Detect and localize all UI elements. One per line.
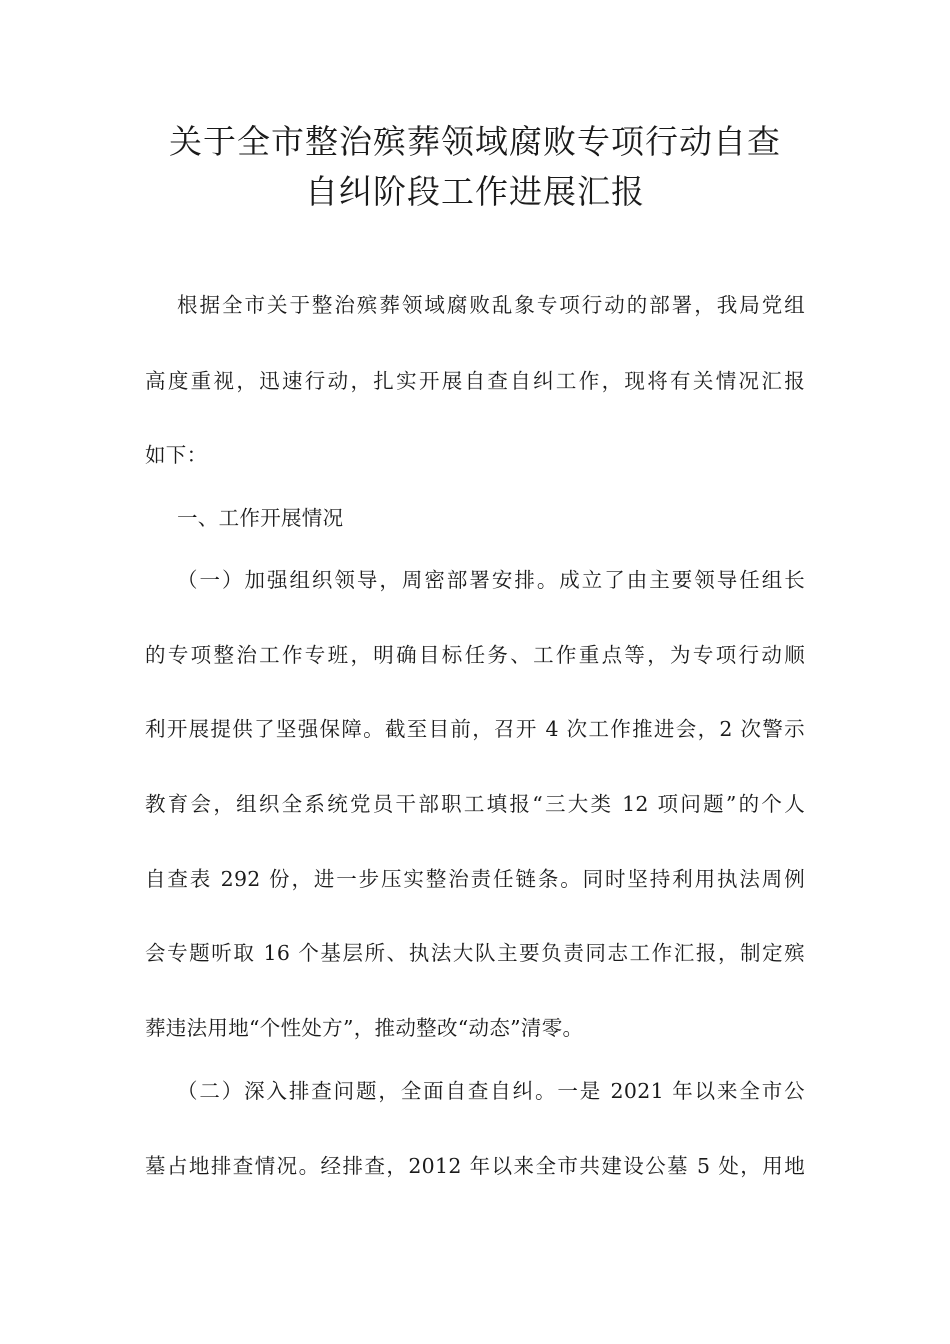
body-line-9: 自查表 292 份，进一步压实整治责任链条。同时坚持利用执法周例	[145, 867, 805, 891]
body-line-1: 根据全市关于整治殡葬领域腐败乱象专项行动的部署，我局党组	[177, 293, 805, 317]
body-line-3: 如下：	[145, 443, 208, 467]
document-title-line-1: 关于全市整治殡葬领域腐败专项行动自查	[169, 122, 781, 161]
body-line-8: 教育会，组织全系统党员干部职工填报“三大类 12 项问题”的个人	[145, 792, 805, 816]
body-line-7: 利开展提供了坚强保障。截至目前，召开 4 次工作推进会，2 次警示	[145, 717, 805, 741]
body-line-10: 会专题听取 16 个基层所、执法大队主要负责同志工作汇报，制定殡	[145, 941, 805, 965]
body-line-13: 墓占地排查情况。经排查，2012 年以来全市共建设公墓 5 处，用地	[145, 1154, 805, 1178]
body-line-11: 葬违法用地“个性处方”，推动整改“动态”清零。	[145, 1016, 584, 1040]
body-line-12: （二）深入排查问题，全面自查自纠。一是 2021 年以来全市公	[177, 1079, 805, 1103]
body-line-5: （一）加强组织领导，周密部署安排。成立了由主要领导任组长	[177, 568, 805, 592]
body-line-6: 的专项整治工作专班，明确目标任务、工作重点等，为专项行动顺	[145, 643, 805, 667]
section-heading-1: 一、工作开展情况	[177, 506, 344, 530]
body-line-2: 高度重视，迅速行动，扎实开展自查自纠工作，现将有关情况汇报	[145, 369, 805, 393]
document-title-line-2: 自纠阶段工作进展汇报	[305, 172, 645, 211]
